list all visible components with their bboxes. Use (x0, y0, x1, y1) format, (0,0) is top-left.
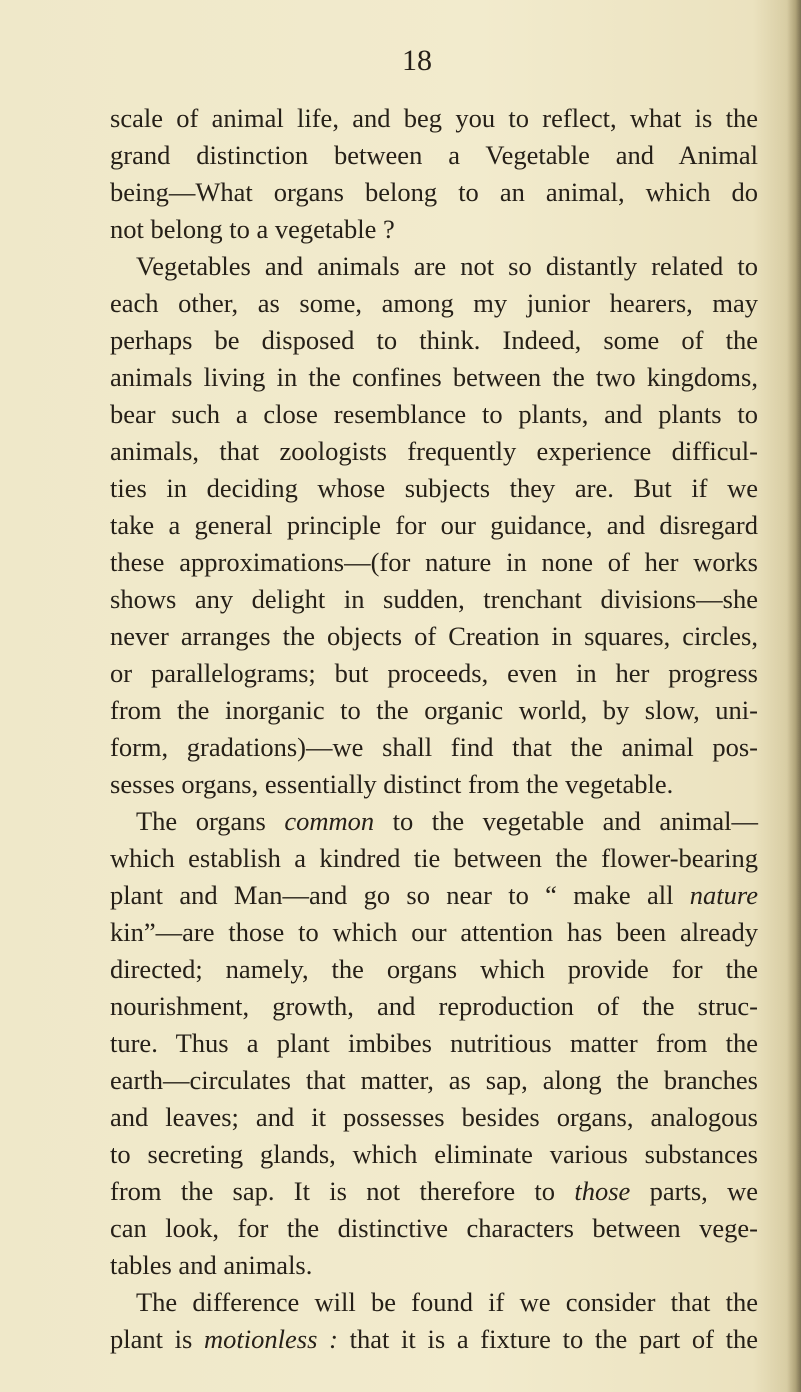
text-span: being—What organs belong to an animal, which do (110, 177, 758, 207)
text-line (110, 1136, 758, 1173)
text-span: take a general principle for our guidance, and disregard (110, 510, 758, 540)
italic-text: common (284, 806, 375, 836)
text-line (110, 877, 758, 914)
text-span: to secreting glands, which eliminate various substances (110, 1139, 758, 1169)
text-span: sesses organs, essentially distinct from the vegetable. (110, 769, 674, 799)
text-span: these approximations—(for nature in none of her works (110, 547, 758, 577)
text-line (110, 840, 758, 877)
page-number: 18 (402, 44, 432, 77)
text-line (110, 803, 758, 840)
text-span: and leaves; and it possesses besides organs, analogous (110, 1102, 758, 1132)
text-line (110, 1025, 758, 1062)
text-line (110, 507, 758, 544)
text-line (110, 581, 758, 618)
text-line (110, 1247, 758, 1284)
text-line (110, 1099, 758, 1136)
text-line (110, 544, 758, 581)
italic-text: nature (689, 880, 758, 910)
text-line (110, 322, 758, 359)
text-span: shows any delight in sudden, trenchant divisions—she (110, 584, 758, 614)
body-text (110, 100, 758, 1358)
text-span: tables and animals. (110, 1250, 313, 1280)
text-line (110, 396, 758, 433)
text-span: from the inorganic to the organic world, by slow, uni- (110, 695, 758, 725)
text-span: from the sap. It is not therefore to (110, 1176, 575, 1206)
text-line (110, 1321, 758, 1358)
text-span: kin”—are those to which our attention has been already (110, 917, 758, 947)
text-span: form, gradations)—we shall find that the animal pos- (110, 732, 758, 762)
text-line (110, 988, 758, 1025)
page-edge-shadow (787, 0, 801, 1392)
text-span: parts, we (630, 1176, 758, 1206)
text-line (110, 174, 758, 211)
text-span: ture. Thus a plant imbibes nutritious matter from the (110, 1028, 758, 1058)
italic-text: those (574, 1176, 631, 1206)
text-span: directed; namely, the organs which provide for the (110, 954, 758, 984)
text-line (110, 1173, 758, 1210)
text-line (110, 433, 758, 470)
text-span: which establish a kindred tie between the flower-bearing (110, 843, 758, 873)
text-line (110, 951, 758, 988)
text-span: earth—circulates that matter, as sap, along the branches (110, 1065, 758, 1095)
text-span: bear such a close resemblance to plants, and plants to (110, 399, 758, 429)
text-line (110, 1284, 758, 1321)
text-span: The organs (136, 806, 285, 836)
text-line (110, 137, 758, 174)
text-span: animals living in the confines between the two kingdoms, (110, 362, 758, 392)
text-span: plant and Man—and go so near to “ make all (110, 880, 690, 910)
text-span: Vegetables and animals are not so distantly related to (136, 251, 758, 281)
text-span: scale of animal life, and beg you to reflect, what is the (110, 103, 758, 133)
text-line (110, 766, 758, 803)
italic-text: motionless : (204, 1324, 338, 1354)
text-span: to the vegetable and animal— (374, 806, 758, 836)
text-span: The difference will be found if we consider that the (136, 1287, 758, 1317)
text-span: plant is (110, 1324, 205, 1354)
text-line (110, 729, 758, 766)
text-line (110, 692, 758, 729)
text-span: each other, as some, among my junior hearers, may (110, 288, 758, 318)
text-line (110, 285, 758, 322)
text-line (110, 1062, 758, 1099)
text-span: nourishment, growth, and reproduction of the struc- (110, 991, 758, 1021)
text-line (110, 470, 758, 507)
text-span: not belong to a vegetable ? (110, 214, 395, 244)
text-span: grand distinction between a Vegetable and Animal (110, 140, 758, 170)
text-span: ties in deciding whose subjects they are. But if we (110, 473, 758, 503)
text-span: perhaps be disposed to think. Indeed, some of the (110, 325, 758, 355)
text-line (110, 100, 758, 137)
text-line (110, 655, 758, 692)
text-line (110, 618, 758, 655)
text-span: that it is a fixture to the part of the (337, 1324, 759, 1354)
text-span: never arranges the objects of Creation in squares, circles, (110, 621, 758, 651)
text-line (110, 211, 758, 248)
text-span: can look, for the distinctive characters between vege- (110, 1213, 758, 1243)
text-line (110, 914, 758, 951)
text-span: animals, that zoologists frequently experience difficul- (110, 436, 758, 466)
text-line (110, 248, 758, 285)
text-line (110, 359, 758, 396)
text-line (110, 1210, 758, 1247)
text-span: or parallelograms; but proceeds, even in her progress (110, 658, 758, 688)
